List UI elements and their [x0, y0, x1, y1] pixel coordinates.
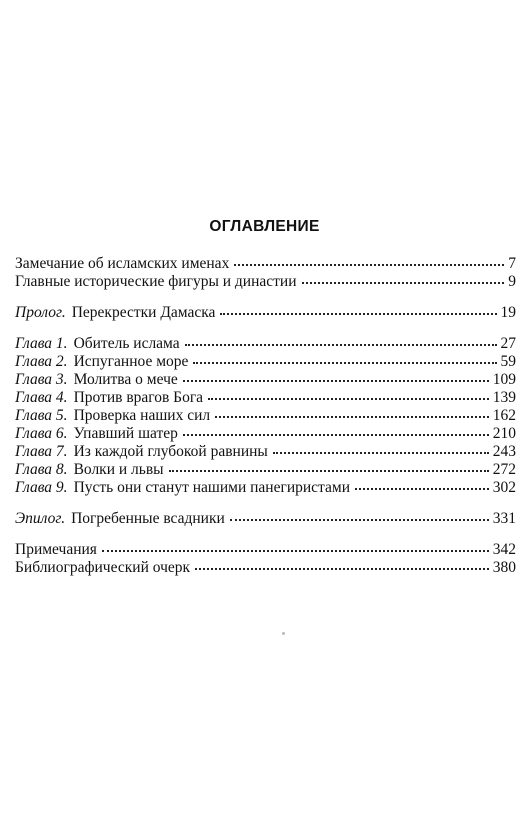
dot-leader — [234, 264, 504, 266]
toc-entry-prefix: Глава 2. — [15, 353, 68, 370]
toc-entry-label: Перекрестки Дамаска — [71, 304, 216, 321]
toc-group — [15, 255, 516, 291]
toc-group — [15, 335, 516, 497]
toc-entry-label: Молитва о мече — [73, 371, 178, 388]
toc-entry — [15, 304, 516, 322]
toc-entry-label: Погребенные всадники — [71, 510, 225, 527]
dot-leader — [195, 568, 489, 570]
toc-entry-label: Проверка наших сил — [73, 407, 211, 424]
toc-entry-page-number: 27 — [500, 335, 516, 352]
toc-entry-label: Библиографический очерк — [15, 559, 191, 576]
toc-entry-label: Обитель ислама — [73, 335, 180, 352]
toc-entry — [15, 273, 516, 291]
toc-entry-page-number: 272 — [492, 461, 516, 478]
toc-entry — [15, 443, 516, 461]
toc-entry — [15, 559, 516, 577]
dot-leader — [220, 313, 496, 315]
toc-entry-page-number: 331 — [492, 510, 516, 527]
toc-entry-page-number: 59 — [500, 353, 516, 370]
toc-entry-prefix: Глава 1. — [15, 335, 68, 352]
toc-entry-label: Волки и львы — [73, 461, 164, 478]
toc-entry-page-number: 7 — [508, 255, 516, 272]
toc-entry — [15, 353, 516, 371]
dot-leader — [273, 452, 489, 454]
toc-entry-label: Против врагов Бога — [73, 389, 204, 406]
toc-entry-prefix: Глава 6. — [15, 425, 68, 442]
toc-entry — [15, 479, 516, 497]
toc-entry-prefix: Эпилог. — [15, 510, 66, 527]
toc-entry — [15, 255, 516, 273]
toc-group — [15, 304, 516, 322]
toc-entry-label: Испуганное море — [73, 353, 189, 370]
toc-entry-label: Замечание об исламских именах — [15, 255, 230, 272]
print-speck — [282, 632, 285, 635]
toc-entry — [15, 461, 516, 479]
toc-entry — [15, 389, 516, 407]
toc-entry-page-number: 210 — [492, 425, 516, 442]
toc-entry-page-number: 109 — [492, 371, 516, 388]
toc-entry-page-number: 342 — [492, 541, 516, 558]
toc-entry-prefix: Глава 4. — [15, 389, 68, 406]
toc-entry-label: Упавший шатер — [73, 425, 178, 442]
dot-leader — [302, 282, 505, 284]
toc-entry-prefix: Глава 3. — [15, 371, 68, 388]
dot-leader — [208, 398, 489, 400]
dot-leader — [183, 380, 489, 382]
toc-entry — [15, 541, 516, 559]
toc-entry-label: Главные исторические фигуры и династии — [15, 273, 297, 290]
dot-leader — [185, 344, 497, 346]
toc-entry-prefix: Глава 8. — [15, 461, 68, 478]
toc-entry-page-number: 162 — [492, 407, 516, 424]
dot-leader — [230, 519, 489, 521]
toc-entry-prefix: Глава 7. — [15, 443, 68, 460]
toc-group — [15, 510, 516, 528]
toc-entry — [15, 425, 516, 443]
dot-leader — [193, 362, 496, 364]
dot-leader — [183, 434, 489, 436]
toc-entry-page-number: 9 — [508, 273, 516, 290]
toc-entry — [15, 407, 516, 425]
toc-entry-label: Пусть они станут нашими панегиристами — [73, 479, 350, 496]
toc-group — [15, 541, 516, 577]
toc-heading: ОГЛАВЛЕНИЕ — [209, 218, 320, 235]
dot-leader — [169, 470, 489, 472]
toc-entry-prefix: Пролог. — [15, 304, 66, 321]
toc-entry-label: Примечания — [15, 541, 97, 558]
toc-entry — [15, 371, 516, 389]
dot-leader — [215, 416, 489, 418]
toc-entry-prefix: Глава 9. — [15, 479, 68, 496]
toc-entry-page-number: 380 — [492, 559, 516, 576]
toc-entry-page-number: 243 — [492, 443, 516, 460]
toc-entry-prefix: Глава 5. — [15, 407, 68, 424]
toc-entry-page-number: 19 — [500, 304, 516, 321]
toc-entry-label: Из каждой глубокой равнины — [73, 443, 268, 460]
toc-entry — [15, 510, 516, 528]
toc-entry-page-number: 302 — [492, 479, 516, 496]
dot-leader — [102, 550, 489, 552]
toc-entry — [15, 335, 516, 353]
dot-leader — [355, 488, 489, 490]
toc-entry-page-number: 139 — [492, 389, 516, 406]
table-of-contents — [15, 255, 516, 577]
